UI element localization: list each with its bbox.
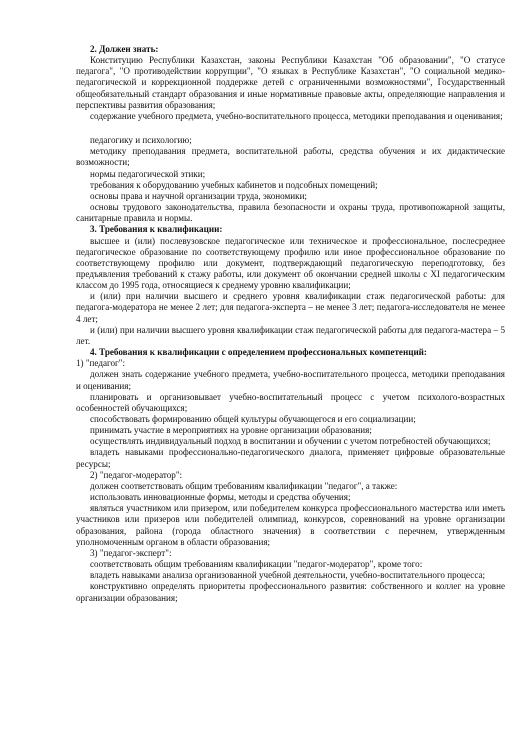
section-heading: 2. Должен знать:	[90, 44, 159, 54]
paragraph: принимать участие в мероприятиях на уровне организации образования;	[90, 425, 372, 436]
paragraph: должен соответствовать общим требованиям квалификации "педагог", а также:	[90, 480, 398, 491]
paragraph: планировать и организовывает учебно-воспитательный процесс с учетом психолого-возрастных особенностей обучающихся;	[76, 391, 505, 413]
paragraph: и (или) при наличии высшего и среднего уровня квалификации стаж педагогической работы: для педагога-модератора не менее 2 лет; для педагога-эксперта – не менее 3 лет; педагога-исследователя не менее 4 лет;	[76, 291, 505, 324]
paragraph: владеть навыками профессионально-педагогического диалога, применяет цифровые образовательные ресурсы;	[76, 447, 505, 469]
paragraph: требования к оборудованию учебных кабинетов и подсобных помещений;	[90, 179, 378, 190]
list-item-number: 2) "педагог-модератор":	[90, 469, 183, 480]
paragraph: соответствовать общим требованиям квалификации "педагог-модератор", кроме того:	[90, 559, 423, 570]
paragraph: содержание учебного предмета, учебно-воспитательного процесса, методики преподавания и оценивания;	[90, 110, 503, 121]
list-item-number: 3) "педагог-эксперт":	[90, 547, 172, 558]
section-heading: 4. Требования к квалификации с определением профессиональных компетенций:	[90, 347, 427, 358]
paragraph: методику преподавания предмета, воспитательной работы, средства обучения и их дидактические возможности;	[76, 146, 505, 168]
paragraph: Конституцию Республики Казахстан, законы Республики Казахстан "Об образовании", "О статусе педагога", "О противодействии коррупции", "О языках в Республике Казахстан", "О социальной медико-педагогической и коррекционной поддержке детей с ограниченными возможностями", Государственный общеобязательный стандарт образования и иные нормативные правовые акты, определяющие направления и перспективы развития образования;	[76, 55, 505, 110]
blank-line	[76, 122, 505, 135]
paragraph: основы права и научной организации труда, экономики;	[90, 190, 307, 201]
paragraph: использовать инновационные формы, методы и средства обучения;	[90, 492, 351, 503]
list-item-number: 1) "педагог":	[76, 358, 126, 369]
section-heading: 3. Требования к квалификации:	[90, 224, 223, 235]
paragraph: нормы педагогической этики;	[90, 168, 206, 179]
paragraph: высшее и (или) послевузовское педагогическое или техническое и профессиональное, послесреднее педагогическое образование по соответствующему профилю или иное профессиональное образование по соответствующему профилю или документ, подтверждающий педагогическую переподготовку, без предъявления требований к стажу работы, или документ об окончании средней школы с XI педагогическим классом до 1995 года, относящиеся к среднему уровню квалификации;	[76, 235, 505, 291]
paragraph: владеть навыками анализа организованной учебной деятельности, учебно-воспитательного процесса;	[90, 570, 486, 581]
paragraph: и (или) при наличии высшего уровня квалификации стаж педагогической работы для педагога-мастера – 5 лет.	[76, 324, 505, 346]
paragraph: осуществлять индивидуальный подход в воспитании и обучении с учетом потребностей обучающихся;	[90, 436, 491, 447]
paragraph: способствовать формированию общей культуры обучающегося и его социализации;	[90, 414, 416, 424]
paragraph: конструктивно определять приоритеты профессионального развития: собственного и коллег на уровне организации образования;	[76, 581, 505, 603]
paragraph: являться участником или призером, или победителем конкурса профессионального мастерства или иметь участников или призеров или победителей олимпиад, конкурсов, соревнований на уровне организации образования, района (города областного значения) в соответствии с перечнем, утвержденным уполномоченным органом в области образования;	[76, 503, 505, 547]
paragraph: педагогику и психологию;	[90, 135, 192, 146]
paragraph: должен знать содержание учебного предмета, учебно-воспитательного процесса, методики преподавания и оценивания;	[76, 369, 505, 391]
paragraph: основы трудового законодательства, правила безопасности и охраны труда, противопожарной защиты, санитарные правила и нормы.	[76, 202, 505, 224]
